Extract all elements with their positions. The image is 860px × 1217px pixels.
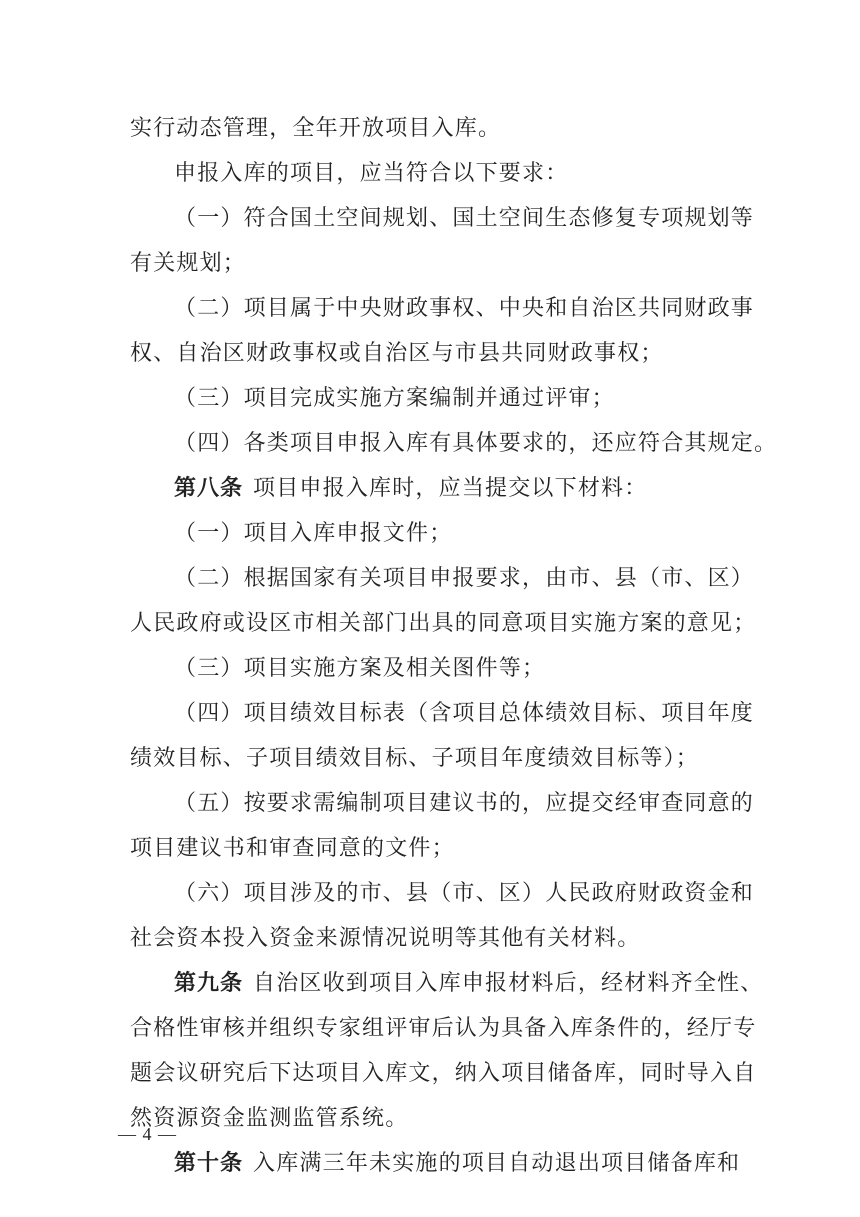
article-heading: 第八条: [174, 476, 244, 501]
article-line: [130, 961, 764, 1006]
text-line: （一）符合国土空间规划、国土空间生态修复专项规划等: [174, 206, 755, 231]
text-line: （二）项目属于中央财政事权、中央和自治区共同财政事: [174, 296, 755, 321]
article-text: 入库满三年未实施的项目自动退出项目储备库和: [253, 1151, 741, 1176]
text-line: （三）项目实施方案及相关图件等；: [174, 656, 546, 681]
text-line: （四）项目绩效目标表（含项目总体绩效目标、项目年度: [174, 701, 755, 726]
article-heading: 第十条: [174, 1151, 244, 1176]
article-line: [130, 466, 755, 511]
text-line: （五）按要求需编制项目建议书的，应提交经审查同意的: [174, 791, 755, 816]
document-body: [130, 106, 778, 1186]
text-line: 合格性审核并组织专家组评审后认为具备入库条件的，经厅专: [130, 1016, 757, 1041]
text-line: （六）项目涉及的市、县（市、区）人民政府财政资金和: [174, 881, 755, 906]
article-text: 项目申报入库时，应当提交以下材料：: [253, 476, 648, 501]
text-line: 项目建议书和审查同意的文件；: [130, 836, 455, 861]
text-line: 绩效目标、子项目绩效目标、子项目年度绩效目标等）；: [130, 746, 700, 771]
text-line: 人民政府或设区市相关部门出具的同意项目实施方案的意见；: [130, 611, 757, 636]
text-line: 然资源资金监测监管系统。: [130, 1106, 409, 1131]
text-line: 权、自治区财政事权或自治区与市县共同财政事权；: [130, 341, 664, 366]
page-number: — 4 —: [118, 1124, 177, 1144]
text-line: （二）根据国家有关项目申报要求，由市、县（市、区）: [174, 566, 755, 591]
text-line: 实行动态管理，全年开放项目入库。: [130, 116, 502, 141]
article-heading: 第九条: [174, 971, 244, 996]
article-text: 自治区收到项目入库申报材料后，经材料齐全性、: [253, 971, 764, 996]
text-line: （一）项目入库申报文件；: [174, 521, 453, 546]
text-line: （三）项目完成实施方案编制并通过评审；: [174, 386, 615, 411]
text-line: 社会资本投入资金来源情况说明等其他有关材料。: [130, 926, 641, 951]
text-line: 申报入库的项目，应当符合以下要求：: [174, 161, 569, 186]
article-line: [130, 1141, 755, 1186]
text-line: 有关规划；: [130, 251, 247, 276]
text-line: （四）各类项目申报入库有具体要求的，还应符合其规定。: [174, 431, 778, 456]
text-line: 题会议研究后下达项目入库文，纳入项目储备库，同时导入自: [130, 1061, 757, 1086]
